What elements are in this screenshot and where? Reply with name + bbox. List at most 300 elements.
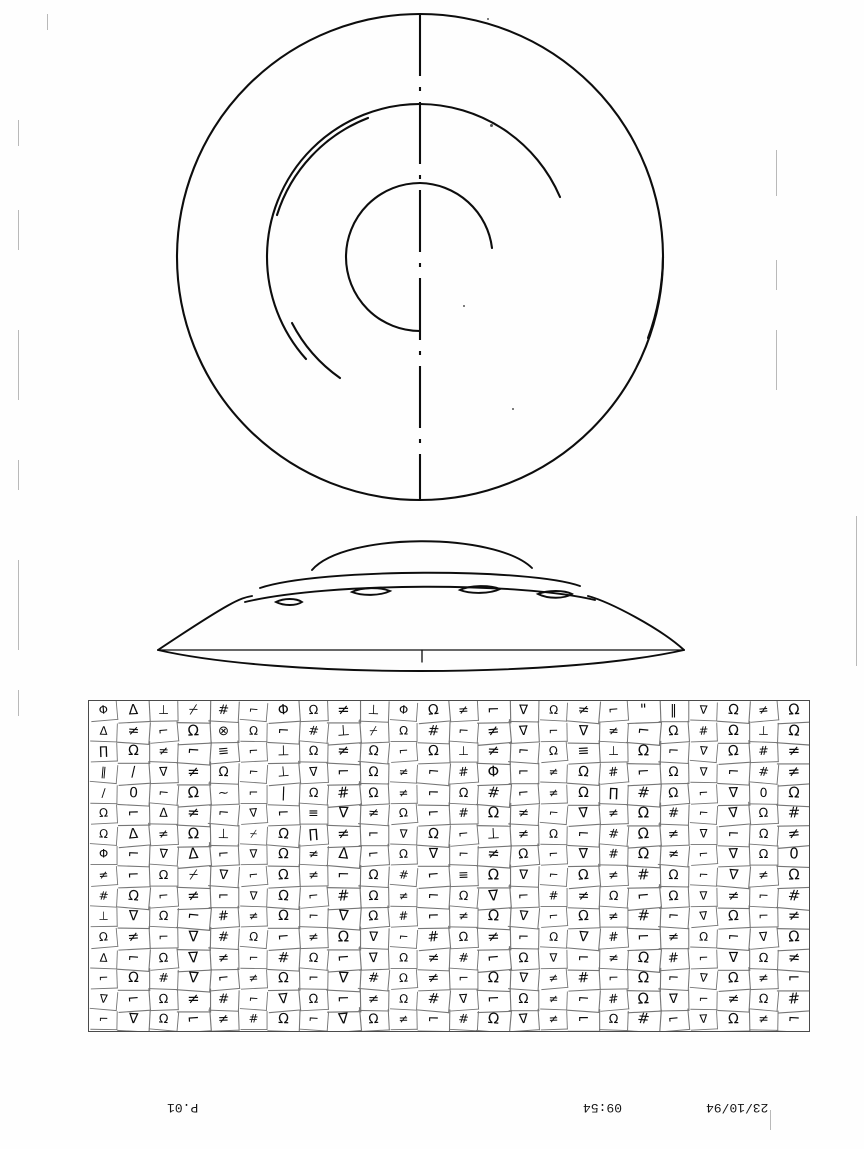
glyph-cell: Ω bbox=[208, 762, 239, 784]
glyph-cell: Ω bbox=[777, 864, 810, 889]
glyph-cell: ∇ bbox=[508, 968, 540, 991]
glyph-cell: Ω bbox=[776, 781, 810, 806]
glyph-cell: ∇ bbox=[508, 865, 539, 887]
glyph-cell: ∇ bbox=[117, 1009, 151, 1032]
glyph-cell: ≠ bbox=[359, 989, 390, 1011]
glyph-cell: ⌐ bbox=[568, 947, 601, 970]
glyph-cell: ⊥ bbox=[749, 722, 778, 743]
glyph-cell: ⌐ bbox=[240, 701, 269, 722]
glyph-cell: ≠ bbox=[449, 907, 478, 927]
glyph-cell: ⌐ bbox=[690, 991, 717, 1010]
glyph-cell: ⌐ bbox=[749, 886, 779, 907]
glyph-cell: 0 bbox=[117, 782, 151, 806]
glyph-cell: ∇ bbox=[659, 989, 690, 1011]
glyph-cell: ∇ bbox=[691, 826, 718, 845]
glyph-cell: Ω bbox=[417, 741, 450, 764]
glyph-cell: ≠ bbox=[777, 741, 810, 765]
glyph-cell: Ω bbox=[568, 783, 600, 805]
glyph-cell: ∇ bbox=[267, 988, 301, 1013]
glyph-cell: ⌐ bbox=[149, 721, 179, 743]
glyph-cell: ⌐ bbox=[417, 802, 451, 826]
glyph-cell: Ω bbox=[449, 886, 479, 908]
glyph-cell: ∇ bbox=[326, 1007, 362, 1032]
glyph-cell: 0 bbox=[777, 843, 810, 868]
glyph-cell: Φ bbox=[91, 846, 118, 865]
glyph-cell: Ω bbox=[626, 987, 661, 1012]
glyph-cell: # bbox=[417, 720, 450, 743]
glyph-cell: Ω bbox=[390, 990, 418, 1010]
glyph-cell: ≠ bbox=[776, 760, 810, 786]
glyph-cell: # bbox=[777, 802, 810, 826]
glyph-cell: ≠ bbox=[658, 824, 689, 846]
glyph-cell: " bbox=[627, 700, 662, 724]
glyph-cell: Ω bbox=[267, 864, 301, 888]
glyph-cell: ⌐ bbox=[240, 763, 268, 783]
glyph-cell: Ω bbox=[267, 823, 301, 848]
glyph-cell: # bbox=[627, 864, 662, 888]
glyph-cell: ≠ bbox=[177, 761, 211, 785]
glyph-cell: Ω bbox=[477, 802, 512, 826]
glyph-cell: ∇ bbox=[509, 701, 540, 723]
glyph-cell: ⌐ bbox=[149, 886, 179, 908]
glyph-cell: Ω bbox=[509, 990, 540, 1011]
glyph-cell: ⌐ bbox=[477, 988, 512, 1013]
glyph-cell: ≠ bbox=[449, 701, 479, 722]
glyph-cell: ⌐ bbox=[658, 741, 690, 764]
glyph-cell: ∇ bbox=[176, 946, 211, 971]
glyph-cell: # bbox=[417, 926, 451, 951]
glyph-cell: ∇ bbox=[240, 887, 268, 906]
glyph-cell: ∇ bbox=[567, 926, 601, 951]
scan-artifact bbox=[18, 460, 19, 490]
glyph-cell: Ω bbox=[599, 886, 629, 908]
glyph-cell: ⌐ bbox=[176, 740, 212, 766]
glyph-cell: # bbox=[208, 927, 240, 950]
glyph-cell: Ω bbox=[540, 826, 567, 845]
glyph-cell: # bbox=[626, 781, 662, 807]
glyph-cell: ≠ bbox=[149, 824, 179, 845]
glyph-cell: ⌐ bbox=[299, 1010, 329, 1032]
glyph-cell: 0 bbox=[749, 784, 778, 804]
glyph-cell: ≠ bbox=[390, 784, 417, 803]
glyph-cell: ≠ bbox=[567, 885, 600, 908]
glyph-cell: ⌐ bbox=[540, 866, 568, 886]
glyph-cell: ∏ bbox=[599, 783, 628, 804]
glyph-cell: Δ bbox=[117, 700, 151, 723]
glyph-cell: ≠ bbox=[299, 845, 329, 866]
glyph-cell: ⊥ bbox=[326, 719, 362, 745]
glyph-cell: # bbox=[776, 884, 810, 910]
glyph-cell: Ω bbox=[149, 948, 179, 970]
glyph-cell: ≠ bbox=[540, 763, 568, 782]
glyph-cell: # bbox=[241, 1011, 268, 1030]
glyph-cell: ⌐ bbox=[690, 804, 718, 824]
glyph-cell: ∇ bbox=[149, 845, 179, 867]
glyph-cell: ⌐ bbox=[568, 1010, 600, 1032]
glyph-cell: # bbox=[390, 908, 418, 928]
scan-artifact bbox=[18, 210, 19, 250]
glyph-cell: ⌐ bbox=[717, 823, 750, 846]
glyph-cell: ≠ bbox=[390, 763, 418, 783]
glyph-cell: ≠ bbox=[417, 947, 450, 970]
glyph-cell: ⌐ bbox=[476, 946, 512, 972]
glyph-cell: Ω bbox=[749, 948, 778, 969]
scan-artifact bbox=[18, 120, 19, 146]
glyph-cell: Ω bbox=[627, 967, 662, 991]
glyph-cell: # bbox=[326, 884, 361, 909]
scan-artifact bbox=[47, 14, 48, 30]
glyph-cell: Ω bbox=[90, 928, 119, 949]
glyph-cell: Δ bbox=[149, 804, 178, 824]
glyph-cell: ≠ bbox=[776, 822, 810, 848]
glyph-cell: ⌐ bbox=[567, 823, 601, 847]
glyph-cell: ≠ bbox=[599, 866, 629, 887]
glyph-cell: ⌐ bbox=[90, 1011, 117, 1030]
glyph-cell: ⌐ bbox=[627, 926, 662, 951]
glyph-cell: ∇ bbox=[449, 989, 479, 1011]
glyph-cell: Ω bbox=[417, 700, 451, 724]
glyph-cell: ≠ bbox=[717, 988, 751, 1012]
glyph-cell: ≠ bbox=[240, 908, 268, 927]
glyph-cell: Ω bbox=[268, 844, 301, 867]
glyph-cell: ‖ bbox=[90, 763, 119, 784]
glyph-cell: Ω bbox=[390, 804, 419, 825]
glyph-cell: Ω bbox=[299, 742, 328, 762]
glyph-cell: Ω bbox=[268, 906, 300, 928]
glyph-cell: ≠ bbox=[117, 926, 151, 950]
glyph-cell: ⌐ bbox=[540, 804, 569, 825]
glyph-cell: Ω bbox=[417, 823, 451, 847]
glyph-cell: ∇ bbox=[540, 949, 567, 968]
glyph-cell: ⌐ bbox=[690, 845, 718, 865]
glyph-cell: Ω bbox=[718, 721, 750, 743]
glyph-cell: # bbox=[541, 888, 568, 907]
glyph-cell: ⊥ bbox=[358, 700, 389, 722]
glyph-cell: ≠ bbox=[540, 990, 568, 1009]
glyph-cell: Ω bbox=[390, 846, 418, 865]
glyph-cell: ⌐ bbox=[267, 720, 301, 744]
glyph-cell: Ω bbox=[659, 866, 690, 888]
glyph-cell: ⌐ bbox=[267, 926, 301, 950]
glyph-cell: ≠ bbox=[749, 865, 779, 887]
glyph-cell: ∇ bbox=[690, 702, 718, 721]
glyph-cell: Ω bbox=[540, 742, 569, 763]
glyph-cell: ∇ bbox=[717, 864, 751, 889]
glyph-cell: ≡ bbox=[300, 805, 329, 825]
glyph-cell: Ω bbox=[658, 886, 690, 909]
glyph-cell: ⌐ bbox=[717, 761, 751, 785]
glyph-cell: # bbox=[599, 762, 629, 784]
glyph-cell: Ω bbox=[717, 906, 751, 930]
glyph-cell: Ω bbox=[267, 885, 301, 909]
scan-artifact bbox=[856, 516, 857, 666]
glyph-cell: Ω bbox=[627, 803, 661, 827]
glyph-cell: ≠ bbox=[599, 721, 629, 742]
glyph-cell: ≠ bbox=[390, 1011, 417, 1030]
glyph-cell: ⌐ bbox=[327, 761, 362, 785]
glyph-cell: ⌐ bbox=[208, 803, 240, 827]
glyph-cell: # bbox=[299, 721, 329, 743]
glyph-cell: ≠ bbox=[390, 887, 417, 906]
glyph-cell: Ω bbox=[718, 1009, 751, 1032]
glyph-cell: Ω bbox=[149, 907, 179, 928]
glyph-cell: Ω bbox=[508, 948, 540, 971]
glyph-cell: # bbox=[690, 722, 718, 741]
glyph-cell: ≡ bbox=[208, 741, 240, 765]
glyph-cell: ⌐ bbox=[509, 763, 540, 784]
glyph-cell: ≠ bbox=[477, 926, 512, 950]
glyph-cell: ≠ bbox=[600, 908, 629, 928]
glyph-cell: Ω bbox=[599, 1010, 628, 1031]
glyph-cell: ⌐ bbox=[299, 907, 328, 928]
glyph-cell: ∇ bbox=[177, 926, 212, 950]
glyph-cell: ⌐ bbox=[327, 988, 362, 1012]
glyph-cell: ∇ bbox=[240, 804, 268, 824]
glyph-cell: # bbox=[358, 968, 390, 992]
glyph-cell: Ω bbox=[176, 781, 212, 807]
glyph-cell: ∇ bbox=[717, 802, 751, 827]
glyph-cell: Ω bbox=[149, 990, 178, 1011]
glyph-cell: ⌐ bbox=[417, 761, 451, 786]
glyph-cell: ∇ bbox=[690, 969, 719, 990]
glyph-cell: ⌐ bbox=[176, 1008, 212, 1032]
glyph-cell: ∇ bbox=[690, 1011, 718, 1031]
glyph-cell: ≠ bbox=[749, 1011, 778, 1031]
glyph-cell: ∇ bbox=[749, 927, 779, 949]
glyph-cell: ∇ bbox=[390, 825, 418, 844]
glyph-cell: ≠ bbox=[299, 928, 328, 949]
fax-page-number: P.01 bbox=[167, 1100, 199, 1115]
glyph-cell: Ω bbox=[476, 1007, 512, 1032]
glyph-cell: ≠ bbox=[659, 928, 690, 949]
glyph-cell: # bbox=[90, 887, 118, 907]
scan-artifact bbox=[776, 260, 777, 290]
glyph-grid bbox=[89, 701, 809, 1031]
fax-date: 23/10/94 bbox=[706, 1100, 769, 1115]
glyph-cell: ⊥ bbox=[267, 761, 301, 786]
glyph-cell: ≠ bbox=[540, 1011, 568, 1030]
glyph-cell: ⌐ bbox=[117, 865, 150, 888]
glyph-cell: Ω bbox=[359, 886, 390, 908]
glyph-cell: Ω bbox=[358, 741, 390, 765]
glyph-cell: ⊥ bbox=[599, 742, 628, 762]
glyph-cell: ⊥ bbox=[476, 822, 511, 847]
glyph-cell: Ω bbox=[658, 782, 690, 806]
glyph-cell: ⌐ bbox=[508, 741, 540, 764]
glyph-cell: ∇ bbox=[90, 990, 119, 1011]
glyph-cell: # bbox=[626, 1008, 662, 1032]
glyph-cell: ≠ bbox=[476, 843, 512, 869]
glyph-cell: Ω bbox=[749, 804, 779, 825]
glyph-cell: Ω bbox=[776, 719, 810, 745]
glyph-cell: Ω bbox=[268, 968, 301, 991]
glyph-cell: Φ bbox=[90, 701, 119, 722]
glyph-cell: # bbox=[390, 866, 419, 887]
glyph-cell: Ω bbox=[358, 1009, 390, 1032]
glyph-cell: Ω bbox=[358, 906, 390, 930]
glyph-cell: ⌐ bbox=[117, 947, 151, 971]
glyph-cell: ≡ bbox=[449, 866, 478, 887]
glyph-cell: ⌐ bbox=[777, 968, 810, 992]
glyph-cell: Ω bbox=[176, 719, 211, 744]
glyph-cell: ⌐ bbox=[449, 721, 479, 743]
glyph-cell: ⌐ bbox=[390, 928, 418, 948]
glyph-cell: ∇ bbox=[718, 782, 751, 805]
glyph-cell: ⌐ bbox=[299, 969, 328, 989]
glyph-cell: ∇ bbox=[240, 846, 267, 865]
glyph-cell: ∇ bbox=[299, 763, 329, 784]
glyph-cell: ∇ bbox=[176, 967, 212, 993]
glyph-cell: # bbox=[449, 948, 479, 970]
glyph-cell: Ω bbox=[749, 824, 779, 846]
glyph-cell: Ω bbox=[90, 825, 118, 845]
glyph-cell: ≠ bbox=[476, 719, 512, 745]
glyph-cell: ⌐ bbox=[326, 946, 362, 972]
glyph-cell: ⌐ bbox=[240, 743, 268, 763]
glyph-cell: # bbox=[208, 989, 239, 1011]
glyph-cell: # bbox=[749, 762, 779, 784]
glyph-cell: | bbox=[267, 782, 300, 805]
glyph-cell: # bbox=[208, 906, 240, 929]
glyph-cell: Ω bbox=[177, 823, 212, 847]
glyph-cell: Ω bbox=[359, 762, 390, 784]
fax-footer bbox=[0, 1100, 864, 1130]
glyph-cell: ⌐ bbox=[626, 719, 662, 745]
glyph-cell: Ω bbox=[299, 783, 329, 805]
glyph-cell: # bbox=[417, 988, 451, 1013]
glyph-cell: Ω bbox=[391, 723, 418, 742]
glyph-cell: ~ bbox=[208, 783, 239, 805]
glyph-cell: ≠ bbox=[599, 804, 628, 825]
glyph-cell: ⌐ bbox=[240, 866, 269, 887]
glyph-cell: ⌐ bbox=[417, 864, 451, 888]
glyph-cell: Ω bbox=[149, 1010, 179, 1032]
glyph-cell: ⌐ bbox=[540, 846, 568, 866]
glyph-cell: ∇ bbox=[327, 802, 362, 827]
glyph-cell: ⌐ bbox=[390, 742, 418, 762]
glyph-cell: ≠ bbox=[540, 784, 568, 803]
glyph-cell: Ω bbox=[540, 701, 568, 721]
glyph-cell: ⌐ bbox=[690, 866, 718, 886]
glyph-cell: ∇ bbox=[149, 763, 178, 784]
glyph-cell: ∇ bbox=[326, 967, 361, 992]
scan-artifact bbox=[18, 330, 19, 400]
glyph-cell: ⌿ bbox=[358, 721, 389, 743]
glyph-cell: Ω bbox=[627, 741, 662, 765]
glyph-cell: ≠ bbox=[358, 803, 390, 826]
glyph-cell: ≠ bbox=[417, 968, 450, 991]
glyph-cell: ⌐ bbox=[208, 968, 240, 992]
glyph-cell: Ω bbox=[267, 1009, 300, 1032]
glyph-cell: ⌐ bbox=[240, 990, 268, 1010]
glyph-cell: ⌐ bbox=[209, 886, 240, 907]
glyph-cell: Ω bbox=[749, 989, 779, 1011]
glyph-cell: Ω bbox=[299, 989, 329, 1010]
glyph-cell: # bbox=[267, 947, 301, 971]
glyph-cell: ≠ bbox=[776, 946, 810, 972]
glyph-cell: Ω bbox=[567, 761, 601, 785]
glyph-cell: ⌿ bbox=[177, 864, 212, 889]
glyph-cell: ≠ bbox=[149, 742, 178, 763]
glyph-cell: Ω bbox=[358, 865, 390, 888]
glyph-cell: ⌐ bbox=[626, 761, 661, 786]
glyph-cell: Ω bbox=[117, 884, 151, 909]
glyph-cell: ∇ bbox=[690, 907, 719, 928]
glyph-cell: # bbox=[449, 1010, 479, 1031]
glyph-cell: # bbox=[449, 762, 479, 784]
glyph-cell: Ω bbox=[449, 783, 479, 804]
glyph-cell: Ω bbox=[299, 701, 328, 722]
glyph-cell: ⌐ bbox=[626, 884, 662, 910]
glyph-cell: ‖ bbox=[659, 701, 690, 722]
glyph-cell: Ω bbox=[776, 700, 810, 724]
glyph-cell: ⌐ bbox=[118, 803, 151, 826]
glyph-cell: ⌐ bbox=[358, 844, 390, 867]
glyph-cell: Ω bbox=[391, 950, 418, 969]
glyph-cell: ≡ bbox=[567, 741, 601, 765]
glyph-cell: ⌐ bbox=[508, 886, 539, 908]
glyph-cell: ∇ bbox=[508, 721, 540, 744]
glyph-cell: Ω bbox=[390, 969, 418, 989]
glyph-cell: ⌐ bbox=[540, 722, 567, 741]
glyph-cell: ∇ bbox=[717, 844, 750, 867]
glyph-cell: Ω bbox=[477, 967, 512, 992]
glyph-cell: ⌿ bbox=[240, 825, 268, 845]
glyph-cell: Ω bbox=[626, 946, 662, 972]
glyph-cell: ⌐ bbox=[299, 886, 329, 908]
glyph-cell: ⌐ bbox=[540, 907, 568, 927]
glyph-cell: Ω bbox=[540, 928, 568, 948]
glyph-cell: ⌐ bbox=[450, 970, 479, 990]
glyph-cell: ⌐ bbox=[117, 844, 150, 867]
glyph-cell: ⌐ bbox=[417, 885, 451, 909]
glyph-cell: ⊥ bbox=[450, 743, 479, 763]
glyph-cell: Δ bbox=[90, 722, 118, 741]
glyph-cell: ⌐ bbox=[776, 1008, 810, 1032]
glyph-cell: ∏ bbox=[299, 824, 329, 846]
glyph-cell: ∇ bbox=[718, 948, 750, 970]
glyph-cell: ≠ bbox=[327, 823, 362, 848]
glyph-cell: ⌐ bbox=[240, 949, 267, 968]
glyph-cell: ⌐ bbox=[658, 1009, 690, 1032]
glyph-cell: ⌐ bbox=[327, 864, 362, 888]
glyph-cell: Ω bbox=[358, 783, 390, 806]
glyph-cell: ⌐ bbox=[418, 906, 451, 929]
glyph-cell: Ω bbox=[327, 926, 361, 950]
glyph-cell: ⌐ bbox=[418, 782, 451, 805]
glyph-cell: ∇ bbox=[118, 906, 151, 929]
glyph-cell: ∇ bbox=[568, 721, 601, 744]
glyph-cell: ≠ bbox=[209, 948, 240, 970]
glyph-cell: Δ bbox=[117, 823, 151, 848]
glyph-cell: ∇ bbox=[690, 742, 719, 763]
glyph-cell: / bbox=[90, 784, 117, 803]
glyph-cell: ⌐ bbox=[241, 785, 268, 804]
glyph-cell: # bbox=[749, 742, 778, 763]
glyph-cell: ⊥ bbox=[149, 701, 178, 721]
glyph-cell: Ω bbox=[118, 968, 150, 990]
scan-artifact bbox=[18, 560, 19, 650]
scan-artifact bbox=[776, 330, 777, 390]
glyph-cell: ≠ bbox=[540, 969, 569, 990]
alien-symbol-grid bbox=[88, 700, 810, 1032]
glyph-cell: ⌐ bbox=[599, 969, 628, 989]
glyph-cell: ∇ bbox=[568, 844, 601, 867]
glyph-cell: Ω bbox=[477, 865, 511, 889]
glyph-cell: Ω bbox=[299, 948, 329, 970]
glyph-cell: ≠ bbox=[117, 720, 151, 744]
glyph-cell: # bbox=[208, 700, 240, 723]
